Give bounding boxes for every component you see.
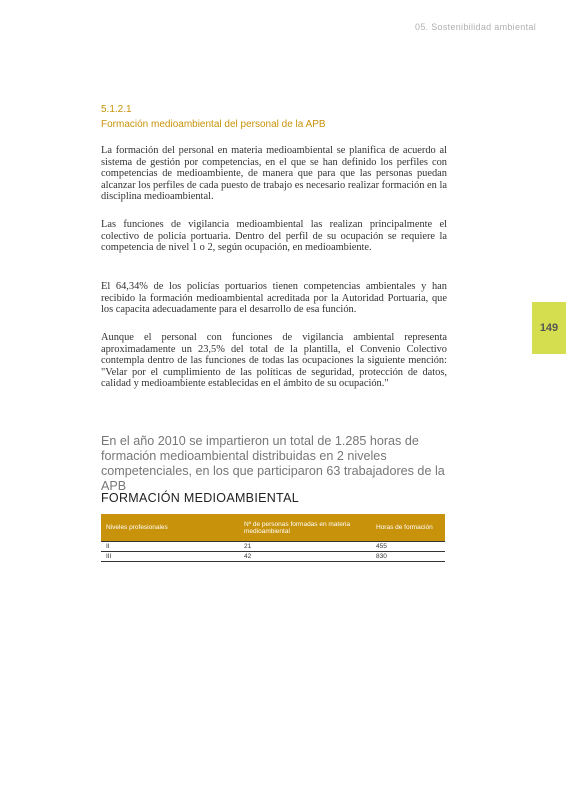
highlight-statement: En el año 2010 se impartieron un total de 1.285 horas de formación medioambiental distribuidas en 2 niveles competenciales, en los que participaron 63 trabajadores de la APB (101, 434, 445, 493)
table-cell: III (101, 552, 239, 562)
table-cell: 42 (239, 552, 371, 562)
section-title: Formación medioambiental del personal de la APB (101, 119, 326, 130)
table-heading: FORMACIÓN MEDIOAMBIENTAL (101, 491, 299, 505)
section-number: 5.1.2.1 (101, 104, 132, 115)
table-row (101, 542, 445, 552)
table-header-row (101, 514, 445, 542)
table-cell: 830 (371, 552, 445, 562)
column-header: Nº de personas formadas en materia medioambiental (239, 514, 371, 542)
table-cell: II (101, 542, 239, 552)
page-number: 149 (539, 322, 559, 334)
table-cell: 21 (239, 542, 371, 552)
training-table (101, 514, 445, 562)
body-paragraph: La formación del personal en materia medioambiental se planifica de acuerdo al sistema de gestión por competencias, en el que se han definido los perfiles con competencias de medioambiente, de manera que para que las personas puedan alcanzar los perfiles de cada puesto de trabajo es necesario realizar formación en la disciplina medioambiental. (101, 145, 447, 203)
column-header: Niveles profesionales (101, 514, 239, 542)
section-header-label: 05. Sostenibilidad ambiental (415, 22, 536, 32)
body-paragraph: El 64,34% de los policías portuarios tienen competencias ambientales y han recibido la formación medioambiental acreditada por la Autoridad Portuaria, que los capacita adecuadamente para el desarrollo de esa función. (101, 281, 447, 316)
body-paragraph: Las funciones de vigilancia medioambiental las realizan principalmente el colectivo de policía portuaria. Dentro del perfil de su ocupación se requiere la competencia de nivel 1 o 2, según ocupación, en medioambiente. (101, 219, 447, 254)
body-paragraph: Aunque el personal con funciones de vigilancia ambiental representa aproximadamente un 23,5% del total de la plantilla, el Convenio Colectivo contempla dentro de las funciones de todas las ocupaciones la siguiente mención: "Velar por el cumplimiento de las políticas de seguridad, protección de datos, calidad y medioambiente establecidas en el ámbito de su ocupación." (101, 332, 447, 390)
table-row (101, 552, 445, 562)
table-cell: 455 (371, 542, 445, 552)
page-number-tab (532, 302, 566, 354)
column-header: Horas de formación (371, 514, 445, 542)
